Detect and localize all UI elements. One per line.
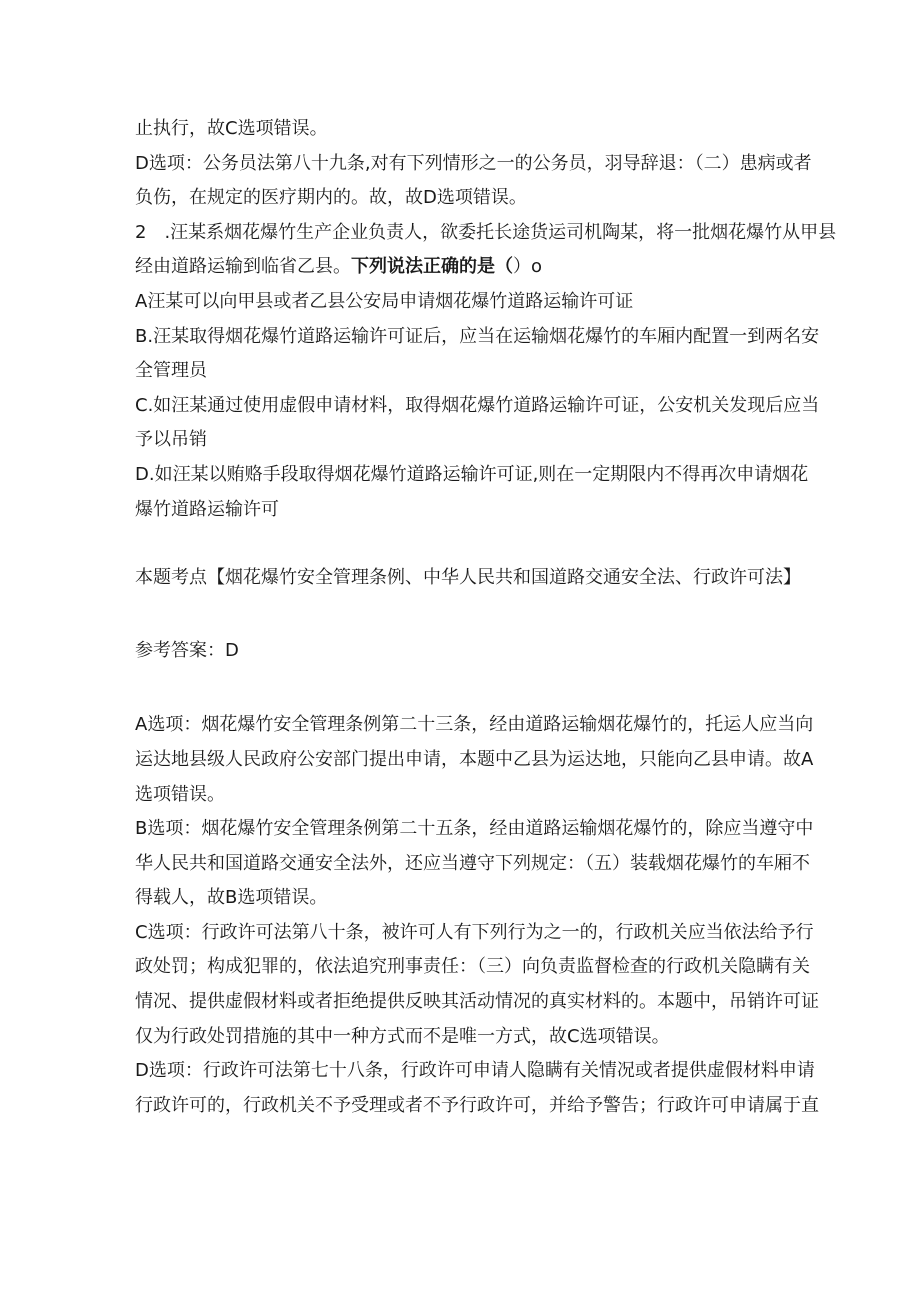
question-line-1: 2 .汪某系烟花爆竹生产企业负责人，欲委托长途货运司机陶某，将一批烟花爆竹从甲县	[135, 221, 837, 243]
explanation-b-line-3: 得载人，故B选项错误。	[135, 887, 328, 909]
prev-text-line-3: 负伤，在规定的医疗期内的。故，故D选项错误。	[135, 187, 527, 209]
spacer	[135, 527, 795, 561]
question-blank: ）o	[513, 256, 543, 278]
explanation-d-line-2: 行政许可的，行政机关不予受理或者不予行政许可，并给予警告；行政许可申请属于直	[135, 1094, 819, 1116]
question-text: 经由道路运输到临省乙县。	[135, 256, 351, 278]
spacer	[135, 596, 795, 634]
prev-text-line-1: 止执行，故C选项错误。	[135, 118, 328, 139]
explanation-a-line-2: 运达地县级人民政府公安部门提出申请，本题中乙县为运达地，只能向乙县申请。故A	[135, 748, 814, 770]
option-a: A汪某可以向甲县或者乙县公安局申请烟花爆竹道路运输许可证	[135, 290, 634, 312]
option-b-line-2: 全管理员	[135, 360, 207, 382]
question-prompt: 下列说法正确的是（	[351, 256, 513, 278]
explanation-a-line-1: A选项：烟花爆竹安全管理条例第二十三条，经由道路运输烟花爆竹的，托运人应当向	[135, 714, 814, 736]
explanation-c-line-3: 情况、提供虚假材料或者拒绝提供反映其活动情况的真实材料的。本题中，吊销许可证	[135, 991, 819, 1013]
spacer	[135, 668, 795, 708]
explanation-b-line-2: 华人民共和国道路交通安全法外，还应当遵守下列规定：（五）装载烟花爆竹的车厢不	[135, 852, 810, 874]
topic-line: 本题考点【烟花爆竹安全管理条例、中华人民共和国道路交通安全法、行政许可法】	[135, 567, 801, 589]
option-c-line-2: 予以吊销	[135, 429, 207, 451]
option-b-line-1: B.汪某取得烟花爆竹道路运输许可证后，应当在运输烟花爆竹的车厢内配置一到两名安	[135, 325, 820, 347]
document-page	[135, 112, 837, 1123]
explanation-a-line-3: 选项错误。	[135, 783, 225, 805]
option-d-line-1: D.如汪某以贿赂手段取得烟花爆竹道路运输许可证,则在一定期限内不得再次申请烟花	[135, 463, 809, 485]
explanation-b-line-1: B选项：烟花爆竹安全管理条例第二十五条，经由道路运输烟花爆竹的，除应当遵守中	[135, 818, 814, 840]
option-c-line-1: C.如汪某通过使用虚假申请材料，取得烟花爆竹道路运输许可证，公安机关发现后应当	[135, 394, 820, 416]
explanation-c-line-4: 仅为行政处罚措施的其中一种方式而不是唯一方式，故C选项错误。	[135, 1025, 670, 1047]
prev-text-line-2: D选项：公务员法第八十九条,对有下列情形之一的公务员，羽导辞退：（二）患病或者	[135, 152, 812, 174]
option-d-line-2: 爆竹道路运输许可	[135, 498, 279, 520]
explanation-d-line-1: D选项：行政许可法第七十八条，行政许可申请人隐瞒有关情况或者提供虚假材料申请	[135, 1060, 815, 1082]
explanation-c-line-1: C选项：行政许可法第八十条，被许可人有下列行为之一的，行政机关应当依法给予行	[135, 921, 814, 943]
explanation-c-line-2: 政处罚；构成犯罪的，依法追究刑事责任：（三）向负责监督检查的行政机关隐瞒有关	[135, 956, 810, 978]
question-line-2	[135, 250, 795, 285]
answer-line: 参考答案：D	[135, 639, 239, 661]
